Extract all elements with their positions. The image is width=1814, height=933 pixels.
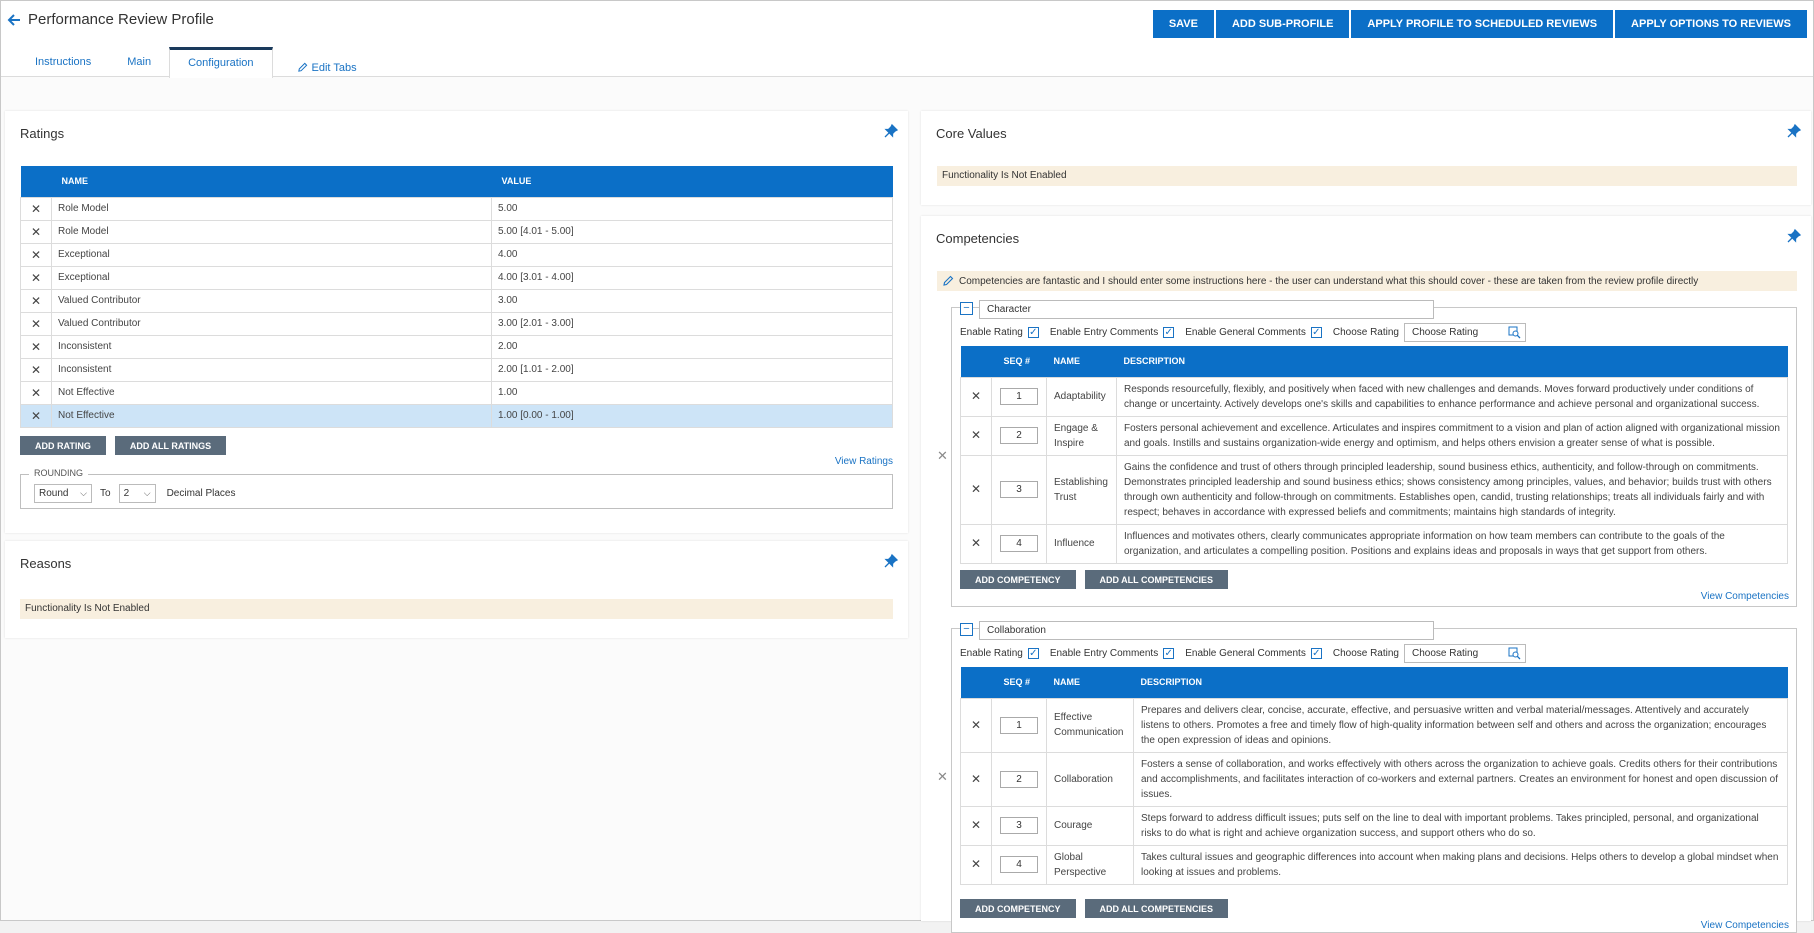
page-title: Performance Review Profile	[28, 11, 214, 28]
back-arrow-icon[interactable]	[5, 11, 23, 29]
competency-description: Influences and motivates others, clearly communicates appropriate information on how team members can contribute to the goals of the organization, and articulates a compelling position. Positions and explains ideas and proposals in ways that get support from others.	[1117, 524, 1788, 563]
competency-name: Adaptability	[1047, 377, 1117, 416]
enable-general-comments-label: Enable General Comments	[1185, 327, 1306, 338]
remove-icon[interactable]: ✕	[961, 455, 992, 524]
add-rating-button[interactable]: ADD RATING	[20, 436, 106, 455]
remove-icon[interactable]: ✕	[961, 845, 992, 884]
tab-bar	[17, 47, 375, 77]
seq-input[interactable]: 1	[1000, 388, 1038, 405]
rounding-controls	[34, 484, 235, 503]
rating-value: 5.00	[492, 197, 893, 220]
table-row[interactable]	[21, 335, 893, 358]
competency-description: Fosters a sense of collaboration, and works effectively with others across the organization to achieve goals. Credits others for their contributions and accomplishments, and facilitates interaction of co-workers and external partners. Creates an environment for honest and open discussion of issues.	[1134, 752, 1788, 806]
edit-tabs-label: Edit Tabs	[311, 61, 357, 74]
rating-name: Role Model	[52, 197, 492, 220]
pin-icon[interactable]	[884, 124, 898, 138]
pencil-icon	[297, 62, 308, 73]
enable-general-comments-label: Enable General Comments	[1185, 648, 1306, 659]
enable-entry-comments-label: Enable Entry Comments	[1049, 327, 1159, 338]
table-row-selected[interactable]	[21, 404, 893, 427]
add-all-ratings-button[interactable]: ADD ALL RATINGS	[115, 436, 226, 455]
rating-name: Not Effective	[52, 381, 492, 404]
ratings-buttons	[20, 436, 226, 455]
tab-main[interactable]: Main	[127, 56, 152, 68]
table-row[interactable]	[21, 243, 893, 266]
competency-table	[960, 667, 1788, 885]
enable-general-comments-checkbox[interactable]: ✓	[1312, 648, 1321, 659]
competency-name: Effective Communication	[1047, 698, 1134, 752]
search-list-icon	[1508, 326, 1521, 339]
rating-value: 3.00	[492, 289, 893, 312]
table-row[interactable]	[21, 312, 893, 335]
rating-value: 3.00 [2.01 - 3.00]	[492, 312, 893, 335]
rating-value: 2.00	[492, 335, 893, 358]
column-header-description: DESCRIPTION	[1117, 346, 1788, 377]
table-row[interactable]	[21, 381, 893, 404]
ratings-panel	[5, 111, 908, 533]
apply-options-to-reviews-button[interactable]: APPLY OPTIONS TO REVIEWS	[1615, 10, 1807, 38]
add-sub-profile-button[interactable]: ADD SUB-PROFILE	[1216, 10, 1349, 38]
view-competencies-link[interactable]: View Competencies	[1700, 920, 1789, 931]
tab-configuration[interactable]: Configuration	[169, 47, 272, 78]
remove-icon[interactable]: ✕	[961, 416, 992, 455]
table-row[interactable]	[961, 377, 1788, 416]
decimal-places-select[interactable]	[119, 484, 156, 503]
rounding-mode-select[interactable]	[34, 484, 92, 503]
seq-input[interactable]: 3	[1000, 481, 1038, 498]
table-row[interactable]	[961, 806, 1788, 845]
competency-description: Gains the confidence and trust of others through principled leadership, sound business ethics, authenticity, and follow-through on commitments. Demonstrates principled leadership and sound business ethics; shows consistency among principles, values, and behavior; builds trust with others through own authenticity and follow-through on commitments. Establishes open, candid, trusting relationships; treats all individuals fairly and with respect; behaves in accordance with expressed beliefs and commitments; maintains high standards of integrity.	[1117, 455, 1788, 524]
decimal-places-value: 2	[123, 488, 130, 499]
table-row[interactable]	[961, 416, 1788, 455]
choose-rating-label: Choose Rating	[1332, 648, 1399, 659]
remove-icon[interactable]: ✕	[961, 698, 992, 752]
chevron-down-icon: ⌵	[80, 488, 87, 498]
table-row[interactable]	[961, 524, 1788, 563]
enable-entry-comments-checkbox[interactable]: ✓	[1164, 327, 1173, 338]
competency-group	[951, 302, 1797, 607]
edit-tabs-link[interactable]	[273, 47, 375, 77]
competency-buttons	[960, 899, 1228, 918]
reasons-title: Reasons	[20, 556, 72, 571]
remove-icon[interactable]: ✕	[21, 381, 52, 404]
enable-rating-checkbox[interactable]: ✓	[1029, 648, 1038, 659]
competencies-instructions	[937, 271, 1797, 291]
competency-description: Fosters personal achievement and excellence. Articulates and inspires commitment to a vision and plan of action aligned with organizational mission and goals. Instills and sustains organization-wide energy and optimism, and helps others envision a greater sense of what is possible.	[1117, 416, 1788, 455]
table-row[interactable]	[961, 845, 1788, 884]
rating-name: Valued Contributor	[52, 312, 492, 335]
table-row[interactable]	[961, 455, 1788, 524]
remove-icon[interactable]: ✕	[21, 243, 52, 266]
competency-name: Establishing Trust	[1047, 455, 1117, 524]
enable-rating-label: Enable Rating	[960, 648, 1023, 659]
rating-name: Inconsistent	[52, 358, 492, 381]
choose-rating-value: Choose Rating	[1412, 327, 1479, 338]
remove-icon[interactable]: ✕	[961, 377, 992, 416]
collapse-icon[interactable]: −	[960, 623, 973, 636]
table-row[interactable]	[21, 220, 893, 243]
add-competency-button[interactable]: ADD COMPETENCY	[960, 570, 1076, 589]
remove-icon[interactable]: ✕	[961, 524, 992, 563]
pin-icon[interactable]	[1787, 124, 1801, 138]
remove-group-icon[interactable]: ✕	[937, 448, 948, 463]
remove-icon[interactable]: ✕	[21, 358, 52, 381]
ratings-title: Ratings	[20, 126, 65, 141]
competency-name: Collaboration	[1047, 752, 1134, 806]
add-competency-button[interactable]: ADD COMPETENCY	[960, 899, 1076, 918]
rating-value: 5.00 [4.01 - 5.00]	[492, 220, 893, 243]
rounding-legend: ROUNDING	[29, 468, 88, 478]
page-header	[1, 1, 1813, 77]
decimal-places-label: Decimal Places	[166, 488, 236, 499]
competency-description: Steps forward to address difficult issues; puts self on the line to deal with important problems. Takes principled, personal, and organizational risks to do what is right and achieve organization success, and support others who do so.	[1134, 806, 1788, 845]
competency-description: Takes cultural issues and geographic differences into account when making plans and decisions. Helps others to develop a global mindset when looking at issues and problems.	[1134, 845, 1788, 884]
tab-instructions[interactable]: Instructions	[35, 56, 92, 68]
seq-input[interactable]: 3	[1000, 817, 1038, 834]
rounding-fieldset	[20, 468, 893, 509]
remove-icon[interactable]: ✕	[21, 312, 52, 335]
enable-entry-comments-label: Enable Entry Comments	[1049, 648, 1159, 659]
view-competencies-link[interactable]: View Competencies	[1700, 591, 1789, 602]
ratings-table	[20, 166, 893, 428]
collapse-icon[interactable]: −	[960, 302, 973, 315]
remove-icon[interactable]: ✕	[21, 266, 52, 289]
remove-icon[interactable]: ✕	[961, 806, 992, 845]
seq-input[interactable]: 4	[1000, 535, 1038, 552]
rating-value: 4.00 [3.01 - 4.00]	[492, 266, 893, 289]
rating-name: Not Effective	[52, 404, 492, 427]
remove-group-icon[interactable]: ✕	[937, 769, 948, 784]
column-header-name: NAME	[1047, 346, 1117, 377]
rating-value: 1.00	[492, 381, 893, 404]
rounding-to-label: To	[100, 488, 111, 499]
group-options	[960, 323, 1526, 342]
view-ratings-link[interactable]: View Ratings	[834, 456, 893, 467]
chevron-down-icon: ⌵	[143, 488, 151, 498]
competency-name: Courage	[1047, 806, 1134, 845]
table-row[interactable]	[21, 358, 893, 381]
choose-rating-label: Choose Rating	[1332, 327, 1399, 338]
column-header-name: NAME	[52, 166, 492, 197]
choose-rating-value: Choose Rating	[1412, 648, 1479, 659]
competencies-title: Competencies	[936, 231, 1020, 246]
core-values-title: Core Values	[936, 126, 1007, 141]
choose-rating-select[interactable]	[1404, 644, 1526, 663]
remove-icon[interactable]: ✕	[21, 404, 52, 427]
search-list-icon	[1508, 647, 1521, 660]
competency-table	[960, 346, 1788, 564]
rating-value: 1.00 [0.00 - 1.00]	[492, 404, 893, 427]
header-actions	[1153, 10, 1807, 38]
seq-input[interactable]: 1	[1000, 717, 1038, 734]
enable-entry-comments-checkbox[interactable]: ✓	[1164, 648, 1173, 659]
column-header-seq: SEQ #	[992, 346, 1047, 377]
rating-name: Role Model	[52, 220, 492, 243]
remove-icon[interactable]: ✕	[21, 220, 52, 243]
reasons-panel	[5, 541, 908, 638]
core-values-notice: Functionality Is Not Enabled	[937, 166, 1797, 186]
competency-group	[951, 623, 1797, 933]
save-button[interactable]: SAVE	[1153, 10, 1214, 38]
remove-icon[interactable]: ✕	[21, 289, 52, 312]
pin-icon[interactable]	[1787, 229, 1801, 243]
remove-icon[interactable]: ✕	[961, 752, 992, 806]
add-all-competencies-button[interactable]: ADD ALL COMPETENCIES	[1085, 570, 1229, 589]
rating-name: Exceptional	[52, 243, 492, 266]
competency-name: Influence	[1047, 524, 1117, 563]
remove-icon[interactable]: ✕	[21, 335, 52, 358]
competency-buttons	[960, 570, 1228, 589]
table-row[interactable]	[21, 197, 893, 220]
pencil-icon[interactable]	[942, 275, 954, 287]
table-row[interactable]	[21, 266, 893, 289]
reasons-notice: Functionality Is Not Enabled	[20, 599, 893, 619]
enable-general-comments-checkbox[interactable]: ✓	[1312, 327, 1321, 338]
apply-profile-to-scheduled-reviews-button[interactable]: APPLY PROFILE TO SCHEDULED REVIEWS	[1351, 10, 1613, 38]
rating-name: Exceptional	[52, 266, 492, 289]
rating-name: Inconsistent	[52, 335, 492, 358]
column-header-description: DESCRIPTION	[1134, 667, 1788, 698]
rating-value: 2.00 [1.01 - 2.00]	[492, 358, 893, 381]
table-row[interactable]	[961, 752, 1788, 806]
seq-input[interactable]: 4	[1000, 856, 1038, 873]
competency-description: Responds resourcefully, flexibly, and positively when faced with new challenges and demands. Moves forward productively under conditions of change or uncertainty. Actively develops one's skills and capabilities to enhance performance and achieve personal and organizational success.	[1117, 377, 1788, 416]
column-header-seq: SEQ #	[992, 667, 1047, 698]
competency-description: Prepares and delivers clear, concise, accurate, effective, and persuasive written and verbal material/messages. Attentively and accurately listens to others. Promotes a free and timely flow of high-quality information between self and others and across the organization; encourages the open expression of ideas and opinions.	[1134, 698, 1788, 752]
rating-value: 4.00	[492, 243, 893, 266]
remove-icon[interactable]: ✕	[21, 197, 52, 220]
table-row[interactable]	[961, 698, 1788, 752]
choose-rating-select[interactable]	[1404, 323, 1526, 342]
group-options	[960, 644, 1526, 663]
column-header-name: NAME	[1047, 667, 1134, 698]
group-name-field[interactable]: Collaboration	[979, 621, 1434, 640]
group-name-field[interactable]: Character	[979, 300, 1434, 319]
enable-rating-checkbox[interactable]: ✓	[1029, 327, 1038, 338]
competency-name: Engage & Inspire	[1047, 416, 1117, 455]
pin-icon[interactable]	[884, 554, 898, 568]
seq-input[interactable]: 2	[1000, 427, 1038, 444]
enable-rating-label: Enable Rating	[960, 327, 1023, 338]
core-values-panel	[921, 111, 1811, 205]
competencies-instructions-text: Competencies are fantastic and I should enter some instructions here - the user can understand what this should cover - these are taken from the review profile directly	[959, 275, 1699, 287]
table-row[interactable]	[21, 289, 893, 312]
rating-name: Valued Contributor	[52, 289, 492, 312]
seq-input[interactable]: 2	[1000, 771, 1038, 788]
ratings-table-wrap	[20, 166, 893, 428]
competencies-panel	[921, 216, 1811, 931]
competency-name: Global Perspective	[1047, 845, 1134, 884]
column-header-value: VALUE	[492, 166, 893, 197]
rounding-mode-value: Round	[39, 488, 69, 499]
add-all-competencies-button[interactable]: ADD ALL COMPETENCIES	[1085, 899, 1229, 918]
